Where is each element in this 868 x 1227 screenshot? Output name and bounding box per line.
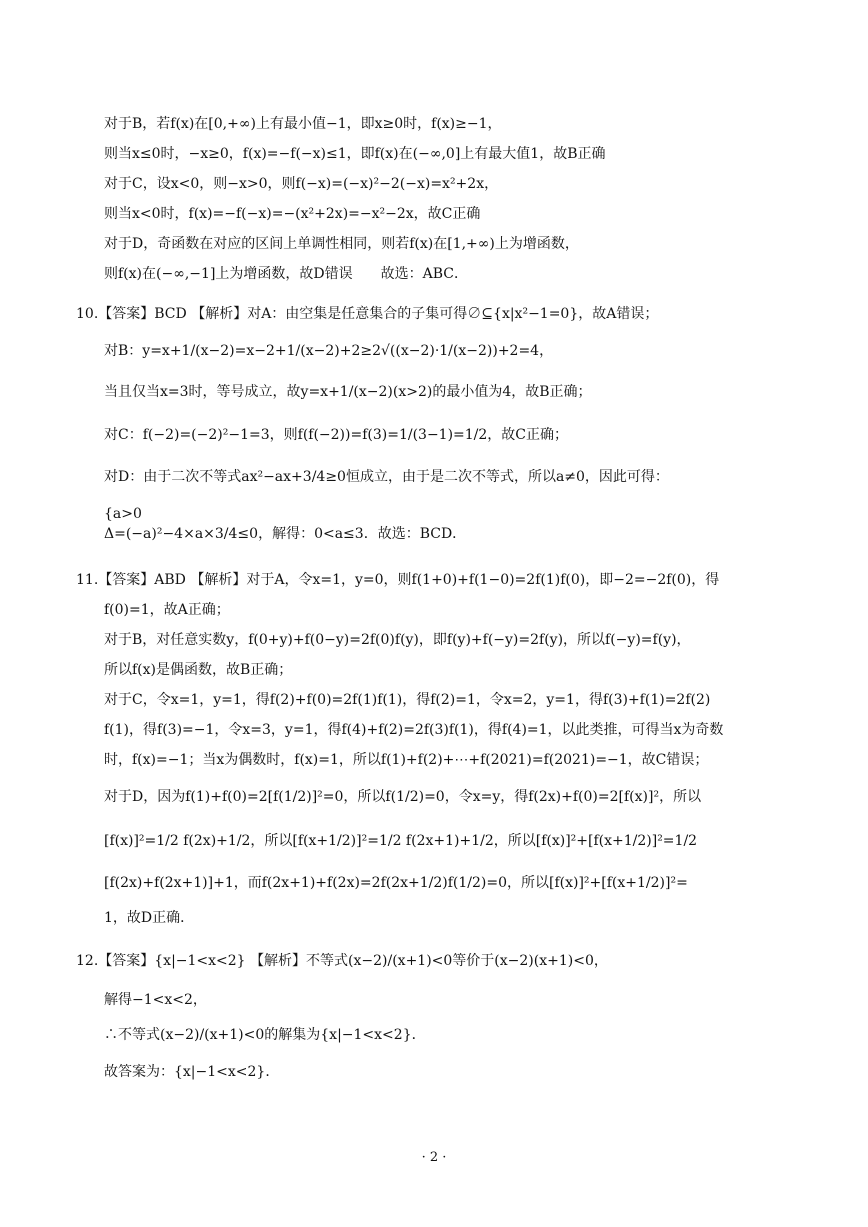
text-line: 对B：y=x+1/(x−2)=x−2+1/(x−2)+2≥2√((x−2)·1/(x−2))+2=4， — [104, 343, 554, 359]
text-line: 则f(x)在(−∞,−1]上为增函数，故D错误 故选：ABC． — [104, 266, 468, 282]
text-line: 对于B，对任意实数y，f(0+y)+f(0−y)=2f(0)f(y)，即f(y)+f(−y)=2f(y)，所以f(−y)=f(y)， — [104, 632, 691, 648]
text-line: 所以f(x)是偶函数，故B正确； — [104, 662, 293, 678]
text-line: 对于D，奇函数在对应的区间上单调性相同，则若f(x)在[1,+∞)上为增函数， — [104, 236, 579, 252]
text-line: 故答案为：{x|−1<x<2}． — [104, 1064, 280, 1080]
text-line: 对C：f(−2)=(−2)²−1=3，则f(f(−2))=f(3)=1/(3−1)=1/2，故C正确； — [104, 427, 569, 443]
system-line: {a>0 — [104, 506, 142, 522]
text-line: 对于C，设x<0，则−x>0，则f(−x)=(−x)²−2(−x)=x²+2x， — [104, 176, 499, 192]
text-line: 对于D，因为f(1)+f(0)=2[f(1/2)]²=0，所以f(1/2)=0，令x=y，得f(2x)+f(0)=2[f(x)]²，所以 — [104, 789, 702, 805]
answer-10-header: 10.【答案】BCD 【解析】对A：由空集是任意集合的子集可得∅⊆{x|x²−1=0}，故A错误； — [76, 306, 659, 322]
text-line: 当且仅当x=3时，等号成立，故y=x+1/(x−2)(x>2)的最小值为4，故B正确； — [104, 384, 592, 400]
answer-12-header: 12.【答案】{x|−1<x<2} 【解析】不等式(x−2)/(x+1)<0等价于(x−2)(x+1)<0， — [76, 953, 608, 969]
text-line: f(0)=1，故A正确； — [104, 602, 230, 618]
text-line: 则当x<0时，f(x)=−f(−x)=−(x²+2x)=−x²−2x，故C正确 — [104, 206, 481, 222]
text-line: 时，f(x)=−1；当x为偶数时，f(x)=1，所以f(1)+f(2)+⋯+f(2021)=f(2021)=−1，故C错误； — [104, 752, 709, 768]
text-line: 解得−1<x<2， — [104, 992, 207, 1008]
text-line: 1，故D正确． — [104, 910, 195, 926]
text-line: ∴不等式(x−2)/(x+1)<0的解集为{x|−1<x<2}． — [104, 1027, 426, 1043]
text-line: [f(2x)+f(2x+1)]+1，而f(2x+1)+f(2x)=2f(2x+1/2)f(1/2)=0，所以[f(x)]²+[f(x+1/2)]²= — [104, 875, 688, 891]
text-line: 对D：由于二次不等式ax²−ax+3/4≥0恒成立，由于是二次不等式，所以a≠0，因此可得： — [104, 469, 669, 485]
text-line: f(1)，得f(3)=−1，令x=3，y=1，得f(4)+f(2)=2f(3)f(1)，得f(4)=1，以此类推，可得当x为奇数 — [104, 722, 724, 738]
text-line: [f(x)]²=1/2 f(2x)+1/2，所以[f(x+1/2)]²=1/2 f(2x+1)+1/2，所以[f(x)]²+[f(x+1/2)]²=1/2 — [104, 833, 698, 849]
text-line: 对于C，令x=1，y=1，得f(2)+f(0)=2f(1)f(1)，得f(2)=1，令x=2，y=1，得f(3)+f(1)=2f(2) — [104, 692, 711, 708]
system-line: Δ=(−a)²−4×a×3/4≤0，解得：0<a≤3．故选：BCD． — [104, 526, 467, 542]
answer-11-header: 11.【答案】ABD 【解析】对于A，令x=1，y=0，则f(1+0)+f(1−0)=2f(1)f(0)，即−2=−2f(0)，得 — [76, 572, 720, 588]
page-number: · 2 · — [421, 1150, 447, 1165]
text-line: 则当x≤0时，−x≥0，f(x)=−f(−x)≤1，即f(x)在(−∞,0]上有最大值1，故B正确 — [104, 146, 606, 162]
text-line: 对于B，若f(x)在[0,+∞)上有最小值−1，即x≥0时，f(x)≥−1， — [104, 116, 502, 132]
